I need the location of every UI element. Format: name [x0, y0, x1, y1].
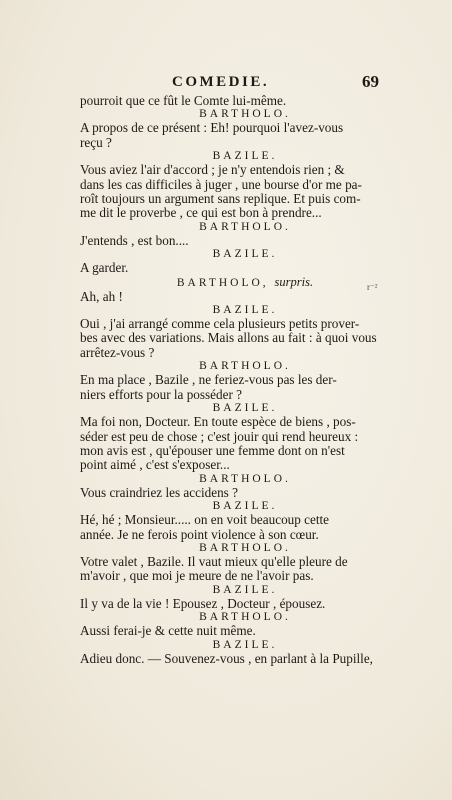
dialogue-line: A garder. — [80, 261, 129, 276]
dialogue-line: reçu ? — [80, 135, 112, 150]
speaker-label: BAZILE. — [212, 638, 278, 651]
speaker-name — [80, 108, 410, 121]
dialogue-line: me dit le proverbe , ce qui est bon à prendre... — [80, 206, 322, 221]
speaker-name — [80, 542, 410, 555]
speaker-name — [80, 584, 410, 597]
dialogue-line: point aimé , c'est s'exposer... — [80, 458, 230, 473]
speaker-label: BARTHOLO. — [199, 220, 291, 233]
dialogue-line: m'avoir , que moi je meure de ne l'avoir pas. — [80, 569, 314, 584]
dialogue-line: Aussi ferai-je & cette nuit même. — [80, 624, 256, 639]
speaker-label: BAZILE. — [212, 500, 278, 513]
speaker-label: BARTHOLO, — [176, 276, 269, 289]
dialogue-line: arrêtez-vous ? — [80, 345, 155, 360]
dialogue-line: Oui , j'ai arrangé comme cela plusieurs petits prover- — [80, 317, 360, 332]
dialogue-line: Vous craindriez les accidens ? — [80, 485, 238, 500]
speaker-label: BARTHOLO. — [199, 360, 291, 373]
dialogue-line: Ma foi non, Docteur. En toute espèce de biens , pos- — [80, 415, 356, 430]
dialogue-line: Adieu donc. — Souvenez-vous , en parlant à la Pupille, — [80, 651, 373, 666]
speaker-label: BARTHOLO. — [199, 472, 291, 485]
dialogue-line: séder est peu de chose ; c'est jouir qui rend heureux : — [80, 429, 359, 444]
dialogue-line: Ah, ah ! — [80, 289, 123, 304]
speaker-name — [80, 611, 410, 624]
speaker-label: BAZILE. — [212, 402, 278, 415]
speaker-name — [80, 500, 410, 513]
dialogue-body — [80, 94, 410, 666]
dialogue-line: bes avec des variations. Mais allons au fait : à quoi vous — [80, 331, 377, 346]
dialogue-line: mon avis est , qu'épouser une femme dont on n'est — [80, 443, 345, 458]
dialogue-line: En ma place , Bazile , ne feriez-vous pas les der- — [80, 373, 337, 388]
speaker-label: BARTHOLO. — [199, 108, 291, 121]
speaker-label: BAZILE. — [212, 248, 278, 261]
margin-mark: r⁻² — [367, 282, 378, 292]
speaker-label: BARTHOLO. — [199, 541, 291, 554]
speaker-label: BAZILE. — [212, 583, 278, 596]
dialogue-line: niers efforts pour la posséder ? — [80, 387, 242, 402]
speaker-name — [80, 276, 410, 290]
speaker-name — [80, 248, 410, 261]
speaker-name — [80, 360, 410, 373]
dialogue-line: Vous aviez l'air d'accord ; je n'y entendois rien ; & — [80, 163, 345, 178]
speaker-name — [80, 402, 410, 415]
speaker-name — [80, 304, 410, 317]
speaker-name — [80, 473, 410, 486]
speaker-name — [80, 150, 410, 163]
dialogue-line: Hé, hé ; Monsieur..... on en voit beaucoup cette — [80, 513, 330, 528]
page-number: 69 — [362, 72, 379, 91]
speaker-label: BAZILE. — [212, 150, 278, 163]
dialogue-line: roît toujours un argument sans replique. Et puis com- — [80, 192, 361, 207]
dialogue-line: dans les cas difficiles à juger , une bourse d'or me pa- — [80, 177, 362, 192]
dialogue-line: Il y va de la vie ! Epousez , Docteur , épousez. — [80, 596, 326, 611]
dialogue-line: année. Je ne ferois point violence à son cœur. — [80, 527, 319, 542]
dialogue-line: Votre valet , Bazile. Il vaut mieux qu'elle pleure de — [80, 554, 348, 569]
speaker-label: BARTHOLO. — [199, 611, 291, 624]
running-header: COMEDIE. — [172, 74, 270, 90]
dialogue-line: A propos de ce présent : Eh! pourquoi l'avez-vous — [80, 121, 344, 136]
dialogue-line: J'entends , est bon.... — [80, 233, 189, 248]
speaker-name — [80, 639, 410, 652]
stage-direction: surpris. — [274, 274, 314, 289]
dialogue-line: pourroit que ce fût le Comte lui-même. — [80, 94, 287, 108]
speaker-label: BAZILE. — [212, 304, 278, 317]
speaker-name — [80, 221, 410, 234]
